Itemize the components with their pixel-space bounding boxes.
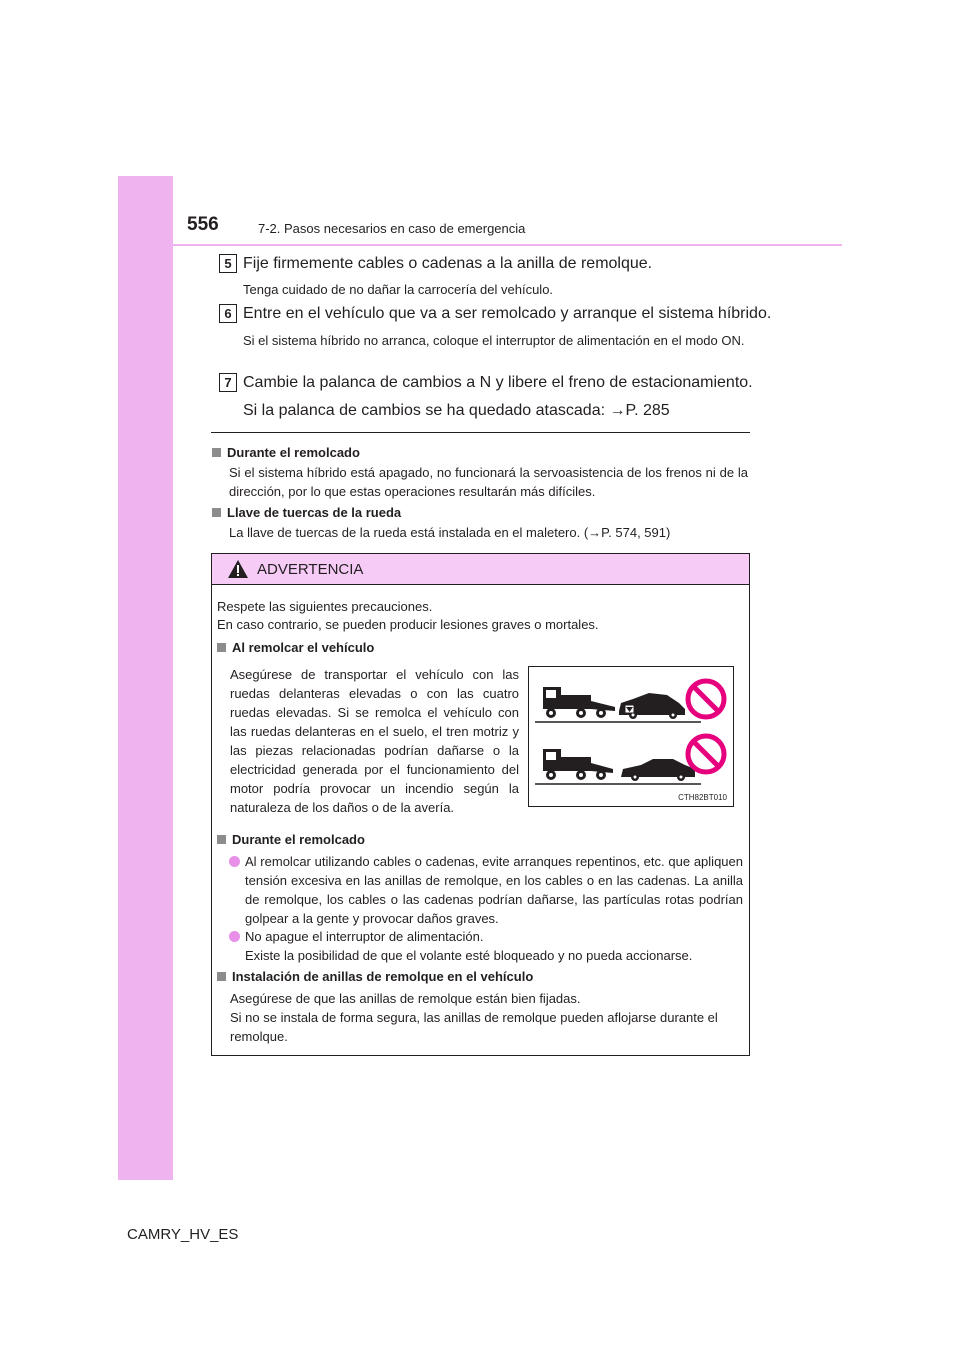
warning-heading-text: Al remolcar el vehículo (232, 640, 375, 655)
warning-towing-bullet-2b: Existe la posibilidad de que el volante esté bloqueado y no pueda accionarse. (245, 948, 693, 963)
towing-illustration (528, 666, 734, 807)
warning-heading-installation (217, 969, 533, 984)
note-body-towing: Si el sistema híbrido está apagado, no funcionará la servoasistencia de los frenos ni de la dirección, por lo que estas operaciones resultarán más difíciles. (229, 465, 748, 499)
tow-truck-bottom-icon (543, 749, 613, 780)
note-heading-text: Llave de tuercas de la rueda (227, 505, 402, 520)
step-7-title: Cambie la palanca de cambios a N y libere el freno de estacionamiento. (243, 374, 753, 391)
warning-intro-1: Respete las siguientes precauciones. (217, 599, 433, 614)
warning-box (211, 553, 750, 1056)
tow-truck-top-icon (543, 687, 615, 718)
step-5-title: Fije firmemente cables o cadenas a la anilla de remolque. (243, 255, 653, 272)
step-6-title: Entre en el vehículo que va a ser remolcado y arranque el sistema híbrido. (243, 305, 772, 322)
prohibit-icon (688, 681, 724, 717)
step-number-5: 5 (219, 254, 237, 273)
warning-installation-line-2: Si no se instala de forma segura, las anillas de remolque pueden aflojarse durante el remolque. (230, 1010, 718, 1044)
warning-intro-2: En caso contrario, se pueden producir lesiones graves o mortales. (217, 617, 599, 632)
warning-heading-towing-vehicle (217, 640, 374, 655)
header-rule (173, 244, 842, 246)
note-heading-text: Durante el remolcado (227, 445, 360, 460)
circle-bullet-icon (229, 856, 240, 867)
square-bullet-icon (212, 448, 221, 457)
note-heading-wrench (212, 505, 401, 520)
section-title: 7-2. Pasos necesarios en caso de emergencia (258, 221, 526, 236)
warning-towing-bullet-1: Al remolcar utilizando cables o cadenas, evite arranques repentinos, etc. que apliquen tensión excesiva en las anillas de remolque, en los cables o en las cadenas. La anilla de remolque, los cables o las cadenas podrían dañarse, las partículas rotas podrían golpear a la gente y provocar daños graves. (245, 854, 743, 926)
note-heading-towing (212, 445, 360, 460)
footer-model-code: CAMRY_HV_ES (127, 1226, 239, 1243)
warning-title: ADVERTENCIA (257, 561, 364, 578)
illustration-code: CTH82BT010 (678, 793, 727, 802)
tow-truck-diagram (529, 667, 733, 806)
circle-bullet-icon (229, 931, 240, 942)
towed-car-bottom-icon (621, 759, 695, 781)
square-bullet-icon (217, 643, 226, 652)
side-color-band (118, 176, 173, 1180)
step-5-note: Tenga cuidado de no dañar la carrocería del vehículo. (243, 282, 554, 297)
square-bullet-icon (217, 835, 226, 844)
square-bullet-icon (212, 508, 221, 517)
warning-triangle-icon (227, 559, 249, 579)
step-6-note: Si el sistema híbrido no arranca, coloque el interruptor de alimentación en el modo ON. (243, 333, 745, 348)
note-body-wrench: La llave de tuercas de la rueda está instalada en el maletero. (→P. 574, 591) (229, 525, 671, 540)
warning-heading-text: Durante el remolcado (232, 832, 365, 847)
page-number: 556 (187, 214, 219, 235)
step-7-sub: Si la palanca de cambios se ha quedado atascada: →P. 285 (243, 402, 670, 419)
step-number-6: 6 (219, 304, 237, 323)
warning-towing-bullet-2a: No apague el interruptor de alimentación. (245, 929, 484, 944)
towed-car-top-icon (619, 693, 685, 719)
warning-towing-body: Asegúrese de transportar el vehículo con las ruedas delanteras elevadas o con las cuatro ruedas elevadas. Si se remolca el vehículo con las ruedas delanteras en el suelo, el tren motriz y las piezas relacionadas podrían dañarse o la electricidad generada por el funcionamiento del motor podría provocar un incendio según la naturaleza de los daños o de la avería. (230, 667, 519, 815)
warning-heading-text: Instalación de anillas de remolque en el vehículo (232, 969, 534, 984)
prohibit-icon (688, 736, 724, 772)
warning-installation-line-1: Asegúrese de que las anillas de remolque están bien fijadas. (230, 991, 581, 1006)
warning-heading-during-towing (217, 832, 365, 847)
step-number-7: 7 (219, 373, 237, 392)
section-divider (211, 432, 750, 433)
warning-header (212, 554, 749, 585)
square-bullet-icon (217, 972, 226, 981)
